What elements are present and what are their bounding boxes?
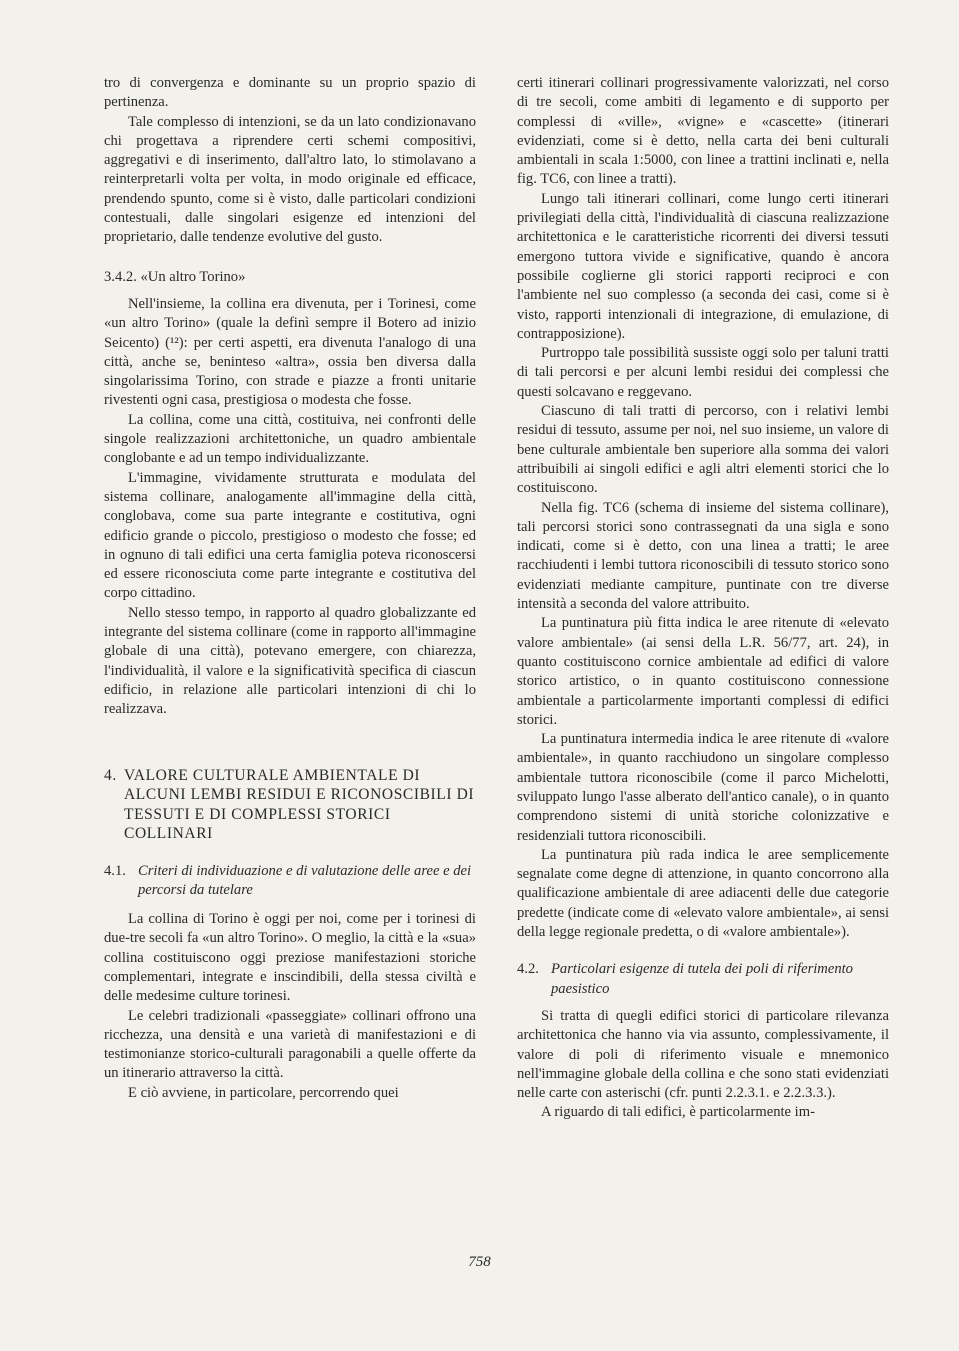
paragraph: E ciò avviene, in particolare, percorrendo quei [128, 1084, 399, 1101]
paragraph: certi itinerari collinari progressivamente valorizzati, nel corso di tre secoli, come ambiti di legamento e di supporto per complessi di «ville», «vigne» e «cascette» (itinerari evidenziati, come si è detto, nella carta dei beni culturali ambientali in scala 1:5000, con linee a trattini inclinati e, nella fig. TC6, con linee a tratti). [517, 75, 889, 188]
chapter-heading-4 [104, 766, 476, 844]
chapter-title: VALORE CULTURALE AMBIENTALE DI ALCUNI LEMBI RESIDUI E RICONOSCIBILI DI TESSUTI E DI COMPLESSI STORICI COLLINARI [124, 766, 475, 842]
paragraph: L'immagine, vividamente strutturata e modulata del sistema collinare, analogamente all'immagine della città, conglobava, come sua parte integrante e costitutiva, ogni edificio grande o piccolo, prestigioso o modesto che fosse; ed in ognuno di tali edifici una certa famiglia poteva riconoscersi ed essere riconosciuta come parte integrante e costitutiva del corpo cittadino. [104, 469, 476, 602]
paragraph: Ciascuno di tali tratti di percorso, con i relativi lembi residui di tessuto, assume per noi, nel suo insieme, un valore di bene culturale ambientale ben superiore alla somma dei valori attribuibili ai singoli edifici e agli altri elementi storici che lo costituiscono. [517, 403, 889, 497]
paragraph: La collina, come una città, costituiva, nei confronti delle singole realizzazioni architettoniche, un quadro ambientale conglobante e ad un tempo individualizzante. [104, 411, 476, 467]
paragraph: La puntinatura più fitta indica le aree ritenute di «elevato valore ambientale» (ai sensi della L.R. 56/77, art. 24), in quanto costituiscono cornice ambientale ad edifici di valore storico artistico, o in quanto costituiscono connessione ambientale a particolarmente importanti complessi di edifici storici. [517, 615, 889, 728]
paragraph: tro di convergenza e dominante su un proprio spazio di pertinenza. [104, 75, 476, 111]
paragraph: Tale complesso di intenzioni, se da un lato condizionavano chi progettava a riprendere certi schemi compositivi, aggregativi e di inserimento, dall'altro lato, lo stimolavano a reinterpretarli volta per volta, in modo originale ed efficace, prendendo spunto, come si è visto, dalle particolari condizioni contestuali, dalle singolari esigenze ed intenzioni del proprietario, dalle tendenze evolutive del gusto. [104, 113, 476, 246]
section-title: Criteri di individuazione e di valutazione delle aree e dei percorsi da tutelare [138, 862, 472, 898]
paragraph: La puntinatura intermedia indica le aree ritenute di «valore ambientale», in quanto racchiudono un singolare complesso ambientale tuttora riconoscibile (come il parco Michelotti, sviluppato lungo l'asse alberato dell'antico canale), o in quanto comprendono sistemi di unità storiche colonizzative e residenziali tuttora riconoscibili. [517, 731, 889, 844]
paragraph: A riguardo di tali edifici, è particolarmente im- [541, 1104, 815, 1121]
left-column [104, 74, 476, 1103]
paragraph: Lungo tali itinerari collinari, come lungo certi itinerari privilegiati della città, l'individualità di ciascuna realizzazione architettonica e le caratteristiche ricorrenti dei diversi tessuti emergono tuttora vivide e significative, quando è ancora possibile coglierne gli storici rapporti reciproci e con l'ambiente nel suo complesso (a seconda dei casi, come si è visto, rapporti intenzionali di integrazione, di emulazione, di contrapposizione). [517, 190, 889, 342]
right-column [517, 74, 889, 1123]
paragraph: Nell'insieme, la collina era divenuta, per i Torinesi, come «un altro Torino» (quale la definì sempre il Botero ad inizio Seicento) (¹²): per certi aspetti, era divenuta l'analogo di una città, anche se, beninteso «altra», ossia ben diversa dalla singolarissima Torino, con strade e piazze a fronti unitarie rivestenti ogni casa, prestigiosa o modesta che fosse. [104, 295, 476, 409]
paragraph: Le celebri tradizionali «passeggiate» collinari offrono una ricchezza, una densità e una varietà di manifestazioni e di testimonianze storico-culturali paragonabili a quelle offerte da un itinerario attraverso la città. [104, 1007, 476, 1082]
section-heading-3-4-2: 3.4.2. «Un altro Torino» [104, 268, 246, 285]
paragraph: La puntinatura più rada indica le aree semplicemente segnalate come degne di attenzione, in quanto concorrono alla qualificazione ambientale di aree adiacenti delle due categorie predette (indicate come di «elevato valore ambientale», ai sensi della legge regionale predetta, o di «valore ambientale»). [517, 846, 889, 941]
paragraph: La collina di Torino è oggi per noi, come per i torinesi di due-tre secoli fa «un altro Torino». O meglio, la città e la «sua» collina costituiscono oggi preziose manifestazioni storiche complementari, integrate e inscindibili, della stessa civiltà e delle medesime culture torinesi. [104, 911, 476, 1005]
page-number: 758 [468, 1254, 491, 1270]
paragraph: Nello stesso tempo, in rapporto al quadro globalizzante ed integrante del sistema collinare (come in rapporto all'immagine globale di una città), potevano emergere, con chiarezza, l'individualità, il valore e la significatività specifica di ciascun edificio, in relazione alle particolari intenzioni di chi lo realizzava. [104, 604, 476, 718]
chapter-number: 4. [104, 766, 117, 784]
section-number: 4.2. [517, 961, 539, 978]
section-heading-4-2 [517, 960, 889, 999]
section-number: 4.1. [104, 862, 126, 879]
section-title: Particolari esigenze di tutela dei poli di riferimento paesistico [551, 961, 853, 997]
paragraph: Si tratta di quegli edifici storici di particolare rilevanza architettonica che hanno via via assunto, complessivamente, il valore di poli di riferimento visuale e mnemonico nell'immagine globale della collina e che sono stati evidenziati nelle carte con asterischi (cfr. punti 2.2.3.1. e 2.2.3.3.). [517, 1007, 889, 1102]
section-heading-4-1 [104, 862, 476, 901]
paragraph: Purtroppo tale possibilità sussiste oggi solo per taluni tratti di tali percorsi e per alcuni lembi residui dei complessi che questi solcavano e reggevano. [517, 345, 889, 400]
paragraph: Nella fig. TC6 (schema di insieme del sistema collinare), tali percorsi storici sono contrassegnati da una sigla e sono indicati, come si è detto, con una linea a tratti; le aree racchiudenti i lembi tuttora riconoscibili di tessuto storico sono evidenziati mediante campiture, puntinate con tre diverse intensità a seconda del valore attribuito. [517, 499, 889, 613]
